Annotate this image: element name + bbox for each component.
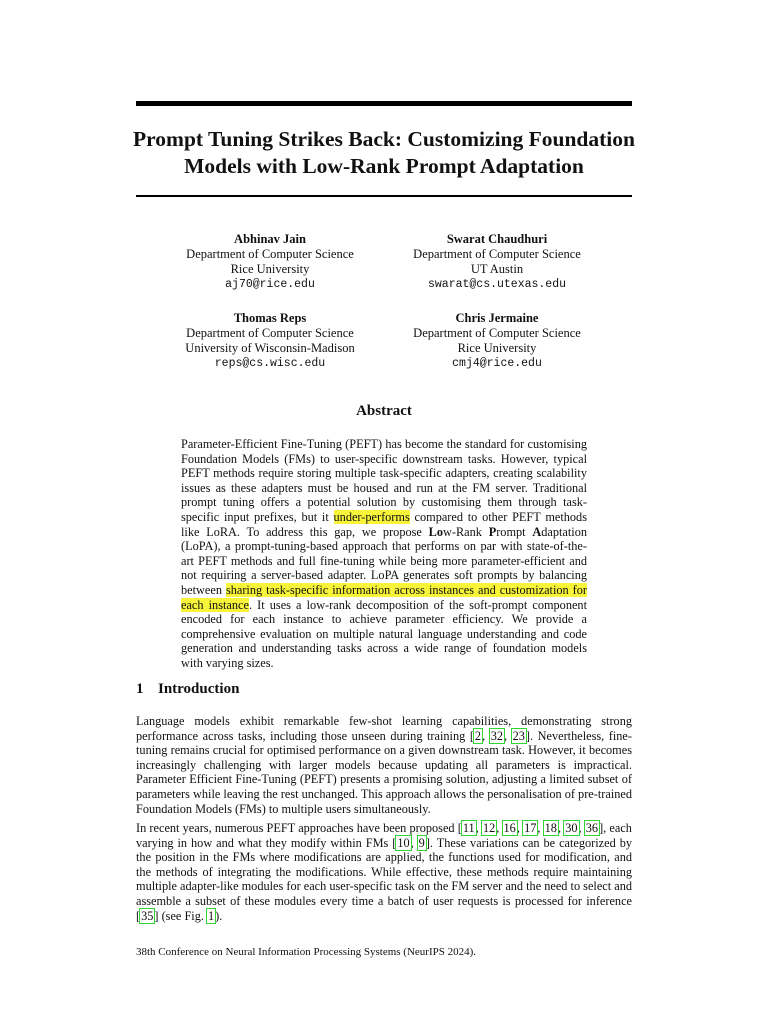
- citation-link[interactable]: 16: [503, 821, 516, 835]
- author-name: Thomas Reps: [233, 311, 307, 325]
- author-dept: Department of Computer Science: [413, 326, 581, 340]
- author-inst: University of Wisconsin-Madison: [185, 341, 355, 355]
- citation-link[interactable]: 9: [418, 835, 425, 850]
- citation-link[interactable]: 30: [565, 821, 578, 835]
- highlight[interactable]: sharing task-specific information across instances and customization for each instance: [181, 582, 587, 612]
- citation-link[interactable]: 23: [512, 728, 525, 743]
- citation-link[interactable]: 12: [482, 821, 496, 835]
- author-dept: Department of Computer Science: [186, 326, 354, 340]
- author-email[interactable]: cmj4@rice.edu: [452, 357, 542, 370]
- highlight[interactable]: under-performs: [333, 509, 410, 524]
- top-rule: [136, 101, 632, 106]
- author-email[interactable]: swarat@cs.utexas.edu: [427, 278, 567, 291]
- author-dept: Department of Computer Science: [186, 247, 354, 261]
- author-inst: UT Austin: [470, 262, 524, 276]
- intro-paragraph: In recent years, numerous PEFT approaches have been proposed [11, 12, 16, 17, 18, 30, 36], each varying in how and what they modify within FMs [10, 9]. These variations can be categorized by the position in the FMs where modifications are applied, the functions used for modification, and the methods of integrating the modifications. While effective, these methods require maintaining multiple adapter-like modules for each user-specific task on the FM server and the need to select and assemble a subset of these modules every time a batch of user requests is processed for inference [35] (see Fig. 1).: [136, 821, 632, 923]
- author-name: Abhinav Jain: [234, 232, 306, 246]
- title-rule: [136, 195, 632, 197]
- citation-link[interactable]: 35: [141, 908, 154, 923]
- citation-link[interactable]: 32: [490, 728, 503, 743]
- paper-title: Prompt Tuning Strikes Back: Customizing Foundation Models with Low-Rank Prompt Adaptation: [133, 127, 635, 178]
- author-email[interactable]: aj70@rice.edu: [225, 278, 315, 291]
- author-name: Chris Jermaine: [455, 311, 539, 325]
- section-heading: 1 Introduction: [136, 681, 240, 697]
- citation-link[interactable]: 36: [585, 821, 599, 835]
- author-name: Swarat Chaudhuri: [446, 232, 548, 246]
- author-block: [387, 232, 607, 292]
- abstract-heading: Abstract: [356, 403, 412, 419]
- citation-link[interactable]: 11: [462, 821, 475, 835]
- author-inst: Rice University: [230, 262, 310, 276]
- figure-link[interactable]: 1: [208, 908, 215, 923]
- footnote: 38th Conference on Neural Information Processing Systems (NeurIPS 2024).: [136, 946, 477, 958]
- author-dept: Department of Computer Science: [413, 247, 581, 261]
- intro-paragraph: Language models exhibit remarkable few-shot learning capabilities, demonstrating strong performance across tasks, including those unseen during training [2, 32, 23]. Nevertheless, fine-tuning remains crucial for optimised performance on a given downstream task. However, it becomes increasingly challenging with larger models because updating all parameters is impractical. Parameter Efficient Fine-Tuning (PEFT) presents a promising solution, adjusting a limited subset of parameters while leaving the rest unchanged. This approach allows the personalisation of pre-trained Foundation Models (FMs) to multiple users simultaneously.: [136, 714, 632, 816]
- author-block: [160, 232, 380, 292]
- citation-link[interactable]: 17: [524, 821, 537, 835]
- author-inst: Rice University: [457, 341, 537, 355]
- citation-link[interactable]: 18: [544, 821, 557, 835]
- abstract-body: Parameter-Efficient Fine-Tuning (PEFT) has become the standard for customising Foundation Models (FMs) to user-specific downstream tasks. However, typical PEFT methods require storing multiple task-specific adapters, creating scalability issues as these adapters must be housed and run at the FM server. Traditional prompt tuning offers a potential solution by customising them through task-specific input prefixes, but it under-performs compared to other PEFT methods like LoRA. To address this gap, we propose Low-Rank Prompt Adaptation (LoPA), a prompt-tuning-based approach that performs on par with state-of-the-art PEFT methods and full fine-tuning while being more parameter-efficient and not requiring a server-based adapter. LoPA generates soft prompts by balancing between sharing task-specific information across instances and customization for each instance. It uses a low-rank decomposition of the soft-prompt component encoded for each instance to achieve parameter efficiency. We provide a comprehensive evaluation on multiple natural language understanding and code generation and understanding tasks across a wide range of foundation models with varying sizes.: [181, 437, 587, 670]
- author-email[interactable]: reps@cs.wisc.edu: [214, 357, 326, 370]
- author-block: [387, 311, 607, 371]
- author-block: [160, 311, 380, 371]
- citation-link[interactable]: 2: [474, 728, 482, 743]
- citation-link[interactable]: 10: [397, 835, 410, 850]
